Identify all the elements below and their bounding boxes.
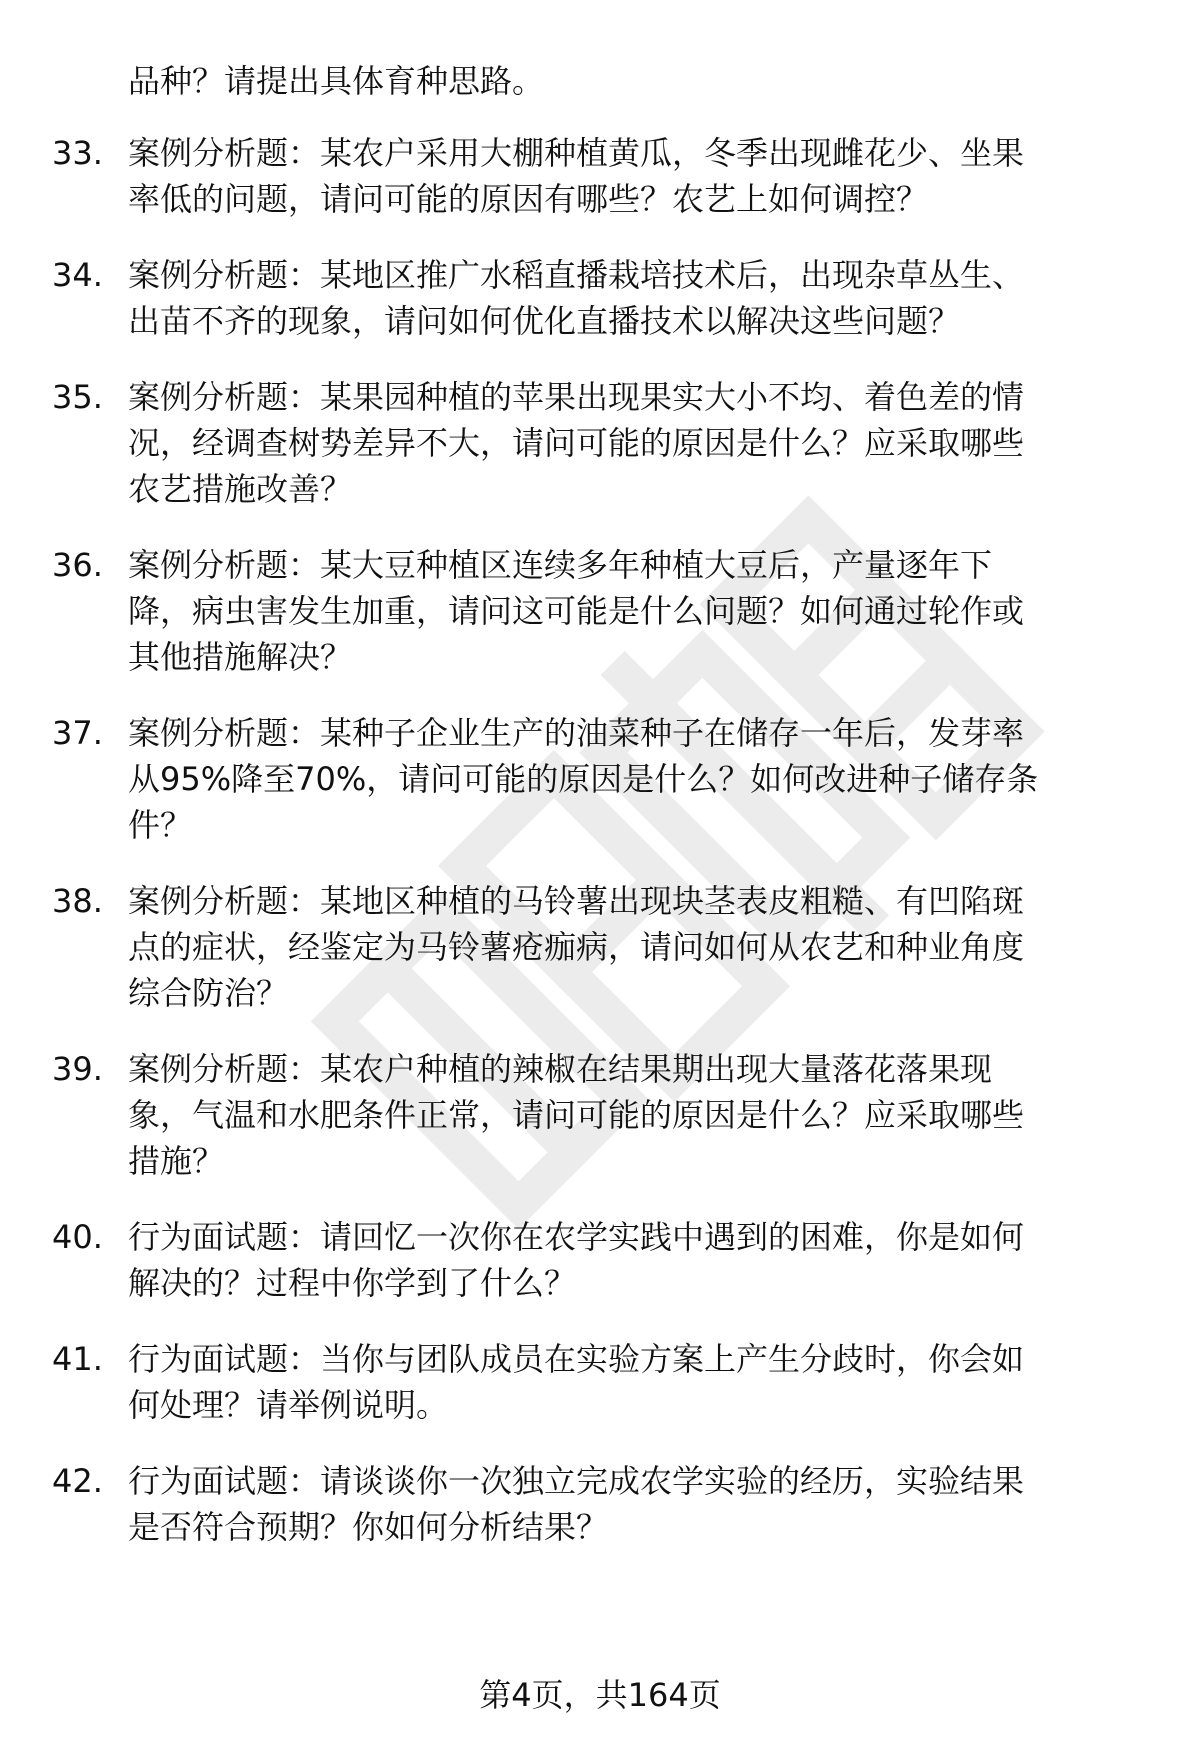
question-line: 何处理？请举例说明。 (128, 1386, 449, 1424)
question-text (128, 878, 1142, 1016)
question-text (128, 1046, 1142, 1184)
question-number: 34. (52, 256, 103, 294)
question-line: 综合防治？ (128, 974, 289, 1012)
question-number: 40. (52, 1218, 103, 1256)
question-text (128, 374, 1142, 512)
question-line: 点的症状，经鉴定为马铃薯疮痂病，请问如何从农艺和种业角度 (128, 928, 1025, 966)
question-item (52, 878, 1142, 1016)
question-line: 象，气温和水肥条件正常，请问可能的原因是什么？应采取哪些 (128, 1096, 1025, 1134)
question-line: 案例分析题：某地区推广水稻直播栽培技术后，出现杂草丛生、 (128, 256, 1025, 294)
question-text (128, 1458, 1142, 1550)
question-text (128, 710, 1142, 848)
question-line: 案例分析题：某果园种植的苹果出现果实大小不均、着色差的情 (128, 378, 1025, 416)
question-line: 案例分析题：某农户采用大棚种植黄瓜，冬季出现雌花少、坐果 (128, 134, 1025, 172)
question-number: 33. (52, 134, 103, 172)
question-item (52, 1214, 1142, 1306)
question-line: 降，病虫害发生加重，请问这可能是什么问题？如何通过轮作或 (128, 592, 1025, 630)
question-number: 41. (52, 1340, 103, 1378)
question-number: 38. (52, 882, 103, 920)
question-number: 37. (52, 714, 103, 752)
page-footer: 第4页，共164页 (479, 1676, 721, 1714)
question-line: 农艺措施改善？ (128, 470, 353, 508)
question-text (128, 1336, 1142, 1428)
question-line: 案例分析题：某大豆种植区连续多年种植大豆后，产量逐年下 (128, 546, 993, 584)
question-line: 案例分析题：某种子企业生产的油菜种子在储存一年后，发芽率 (128, 714, 1025, 752)
question-line: 行为面试题：请回忆一次你在农学实践中遇到的困难，你是如何 (128, 1218, 1025, 1256)
question-item (52, 374, 1142, 512)
continuation-line: 品种？请提出具体育种思路。 (128, 62, 545, 100)
question-list (52, 58, 1142, 1580)
question-number: 36. (52, 546, 103, 584)
question-item (52, 710, 1142, 848)
question-number: 42. (52, 1462, 103, 1500)
question-line: 是否符合预期？你如何分析结果？ (128, 1508, 609, 1546)
question-item (52, 542, 1142, 680)
question-item (52, 130, 1142, 222)
question-line: 行为面试题：当你与团队成员在实验方案上产生分歧时，你会如 (128, 1340, 1025, 1378)
question-line: 解决的？过程中你学到了什么？ (128, 1264, 577, 1302)
question-item (52, 1046, 1142, 1184)
question-line: 从95%降至70%，请问可能的原因是什么？如何改进种子储存条 (128, 760, 1039, 798)
question-line: 率低的问题，请问可能的原因有哪些？农艺上如何调控？ (128, 180, 929, 218)
question-line: 措施？ (128, 1142, 225, 1180)
question-item (52, 1336, 1142, 1428)
question-line: 行为面试题：请谈谈你一次独立完成农学实验的经历，实验结果 (128, 1462, 1025, 1500)
question-number: 35. (52, 378, 103, 416)
question-line: 件？ (128, 806, 193, 844)
question-line: 况，经调查树势差异不大，请问可能的原因是什么？应采取哪些 (128, 424, 1025, 462)
question-line: 案例分析题：某地区种植的马铃薯出现块茎表皮粗糙、有凹陷斑 (128, 882, 1025, 920)
question-line: 出苗不齐的现象，请问如何优化直播技术以解决这些问题？ (128, 302, 961, 340)
question-text (128, 130, 1142, 222)
question-text (128, 542, 1142, 680)
question-item (52, 1458, 1142, 1550)
question-number: 39. (52, 1050, 103, 1088)
question-line: 其他措施解决？ (128, 638, 353, 676)
question-text (128, 1214, 1142, 1306)
question-line: 案例分析题：某农户种植的辣椒在结果期出现大量落花落果现 (128, 1050, 993, 1088)
question-item (52, 252, 1142, 344)
question-text (128, 252, 1142, 344)
